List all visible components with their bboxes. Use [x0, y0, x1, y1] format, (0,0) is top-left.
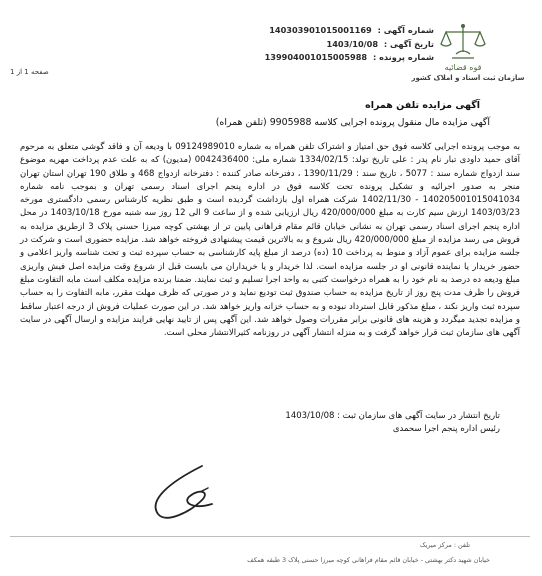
footer-phone: تلفن : مرکز میریک [419, 541, 470, 549]
page-count: صفحه 1 از 1 [10, 68, 49, 76]
case-number: 139904001015005988 [264, 52, 368, 62]
page-subtitle: آگهی مزایده مال منقول پرونده اجرایی کلاسه 9905988 (تلفن همراه) [215, 117, 490, 128]
handwritten-signature-icon [130, 452, 240, 532]
page-title: آگهی مزایده تلفن همراه [365, 100, 480, 111]
emblem-caption: قوه قضائیه [444, 63, 482, 72]
footer-divider [10, 536, 530, 537]
org-name: سازمان ثبت اسناد و املاک کشور [411, 74, 525, 82]
case-number-label: شماره پرونده : [372, 52, 434, 62]
footer-address: خیابان شهید دکتر بهشتی - خیابان قائم مقام فراهانی کوچه میرزا حسنی پلاک 3 طبقه همکف [247, 556, 490, 564]
ad-number-label: شماره آگهی : [377, 25, 434, 35]
ad-date: 1403/10/08 [326, 38, 379, 49]
case-number-row [234, 51, 434, 65]
ad-number-row [234, 24, 434, 38]
ad-date-label: تاریخ آگهی : [383, 38, 434, 49]
ad-date-row [234, 38, 434, 52]
judiciary-emblem-icon [432, 22, 494, 74]
body-paragraph: به موجب پرونده اجرایی کلاسه فوق حق امتیاز و اشتراک تلفن همراه به شماره 09124989010 با ودیعه آن و فاقد گوشی متعلق به مرحوم آقای حمید داودی تبار نام پدر : علی تاریخ تولد: 1334/02/15 شماره ملی: 0042436400 (مدیون) که به علت عدم پرداخت مهریه موضوع سند ازدواج شماره سند : 5077 ، تاریخ سند : 1390/11/29 ، دفترخانه صادر کننده : دفترخانه ازدواج 468 و طلاق 190 تهران استان تهران منجر به صدور اجرائیه و تشکیل پرونده تحت کلاسه فوق در اداره پنجم اجرای اسناد رسمی تهران و بموجب نامه شماره 140205001015041034 - 1402/11/30 شرکت همراه اول بازداشت گردیده است و طبق نظریه کارشناس رسمی دادگستری مورخه 1403/03/23 ارزش سیم کارت به مبلغ 420/000/000 ریال ارزیابی شده و از ساعت 9 الی 12 روز سه شنبه مورخ 1403/10/18 در محل اداره پنجم اجرای اسناد رسمی تهران به نشانی خیابان قائم مقام فراهانی پایین تر از بهشتی کوچه میرزا حسنی پلاک 3 ازطریق مزایده به فروش می رسد مزایده از مبلغ 420/000/000 ریال شروع و به بالاترین قیمت پیشنهادی فروخته خواهد شد. مزایده حضوری است و شرکت در جلسه مزایده برای عموم آزاد و منوط به پرداخت 10 (ده) درصد از مبلغ پایه کارشناسی به حساب سپرده ثبت و تحت شناسه واریز اعلامی و حضور خریدار یا نماینده قانونی او در جلسه مزایده است. لذا خریدار و یا خریداران می بایست قبل از شروع وقت مزایده اصل فیش واریزی مبلغ ودیعه ده درصد به نام خود را به همراه درخواست کتبی به واحد اجرا تسلیم و ثبت نمایند. ضمنا برنده مزایده مکلف است مابه التفاوت مبلغ فروش را ظرف مدت پنج روز از تاریخ مزایده به حساب صندوق ثبت تودیع نماید و در صورتی که ظرف مهلت مقرر، مابه التفاوت را به حساب سپرده ثبت واریز نکند ، مبلغ مذکور قابل استرداد نبوده و به حساب خزانه واریز خواهد شد. در این صورت عملیات فروش از درجه اعتبار ساقط و مزایده تجدید میگردد و هزینه های قانونی برابر مقررات وصول خواهد شد. این آگهی پس از تایید نهایی فرایند مزایده و ارسال آگهی در سایت آگهی های سازمان ثبت قرار خواهد گرفت و به منزله انتشار آگهی در روزنامه کثیرالانتشار محلی است. [20, 142, 520, 339]
signatory: رئیس اداره پنجم اجرا سحمدی [392, 424, 500, 434]
ad-metadata [234, 24, 434, 65]
ad-number: 140303901015001169 [269, 25, 372, 35]
publish-date-line: تاریخ انتشار در سایت آگهی های سازمان ثبت : 1403/10/08 [285, 411, 500, 421]
announcement-body [20, 141, 520, 340]
